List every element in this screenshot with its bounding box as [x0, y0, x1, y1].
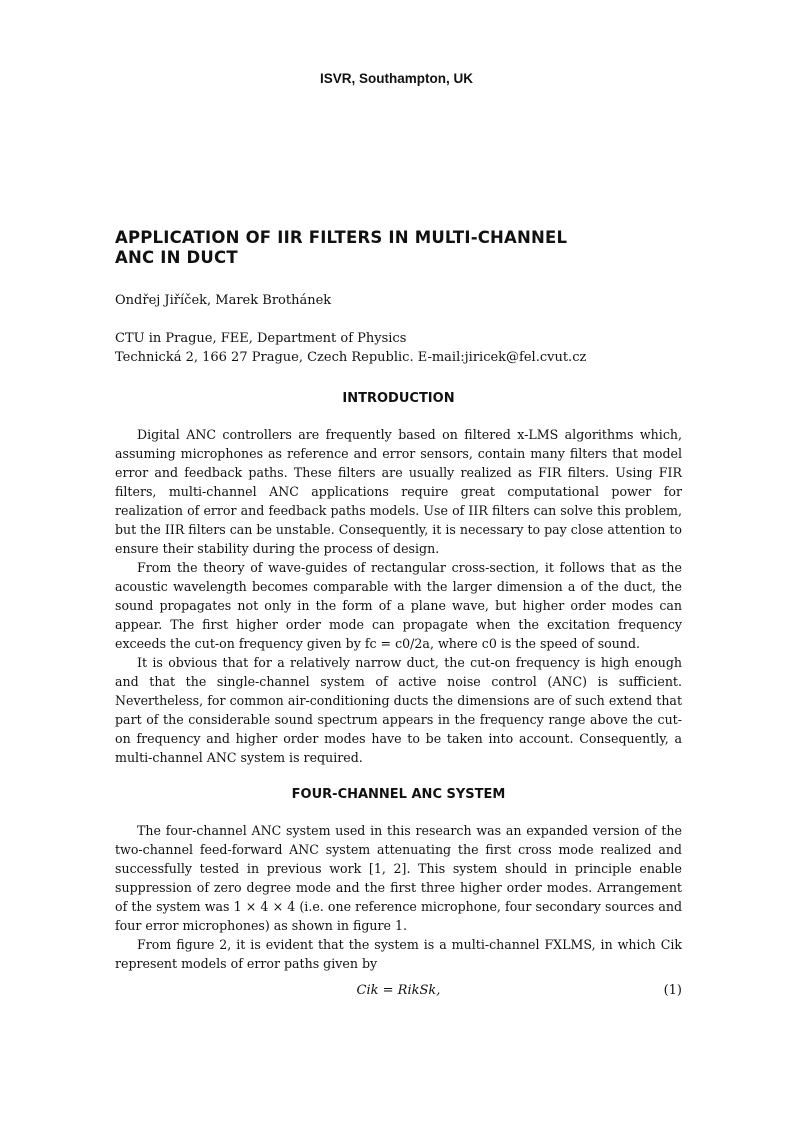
- affiliation-line-2: Technická 2, 166 27 Prague, Czech Republic. E-mail:jiricek@fel.cvut.cz: [115, 350, 587, 365]
- paper-title-line-1: APPLICATION OF IIR FILTERS IN MULTI-CHANNEL: [115, 228, 568, 247]
- intro-paragraph-2: From the theory of wave-guides of rectangular cross-section, it follows that as the acoustic wavelength becomes comparable with the larger dimension a of the duct, the sound propagates not only in the form of a plane wave, but higher order modes can appear. The first higher order mode can propagate when the excitation frequency exceeds the cut-on frequency given by fc = c0/2a, where c0 is the speed of sound.: [115, 560, 682, 651]
- paper-title-line-2: ANC IN DUCT: [115, 248, 238, 267]
- affiliation-line-1: CTU in Prague, FEE, Department of Physics: [115, 331, 407, 346]
- equation-number: (1): [663, 983, 682, 998]
- intro-paragraph-1: Digital ANC controllers are frequently based on filtered x-LMS algorithms which, assuming microphones as reference and error sensors, contain many filters that model error and feedback paths. These filters are usually realized as FIR filters. Using FIR filters, multi-channel ANC applications require great computational power for realization of error and feedback paths models. Use of IIR filters can solve this problem, but the IIR filters can be unstable. Consequently, it is necessary to pay close attention to ensure their stability during the process of design.: [115, 427, 683, 556]
- intro-paragraph-3: It is obvious that for a relatively narrow duct, the cut-on frequency is high enough and that the single-channel system of active noise control (ANC) is sufficient. Nevertheless, for common air-conditioning ducts the dimensions are of such extend that part of the considerable sound spectrum appears in the frequency range above the cut-on frequency and higher order modes have to be taken into account. Consequently, a multi-channel ANC system is required.: [115, 655, 682, 765]
- section-heading-introduction: INTRODUCTION: [342, 391, 455, 406]
- equation-1: [115, 981, 682, 1001]
- equation-body: Cik = RikSk,: [356, 983, 441, 998]
- paper-affiliation: [115, 329, 682, 367]
- paper-title: [115, 228, 682, 268]
- running-head: ISVR, Southampton, UK: [320, 71, 473, 86]
- system-paragraph-2: From figure 2, it is evident that the system is a multi-channel FXLMS, in which Cik represent models of error paths given by: [115, 937, 682, 971]
- system-paragraph-1: The four-channel ANC system used in this research was an expanded version of the two-channel feed-forward ANC system attenuating the first cross mode realized and successfully tested in previous work [1, 2]. This system should in principle enable suppression of zero degree mode and the first three higher order modes. Arrangement of the system was 1 × 4 × 4 (i.e. one reference microphone, four secondary sources and four error microphones) as shown in figure 1.: [115, 823, 682, 933]
- section-heading-four-channel: FOUR-CHANNEL ANC SYSTEM: [291, 787, 506, 802]
- paper-body: [115, 228, 682, 1001]
- paper-authors: Ondřej Jiříček, Marek Brothánek: [115, 293, 332, 308]
